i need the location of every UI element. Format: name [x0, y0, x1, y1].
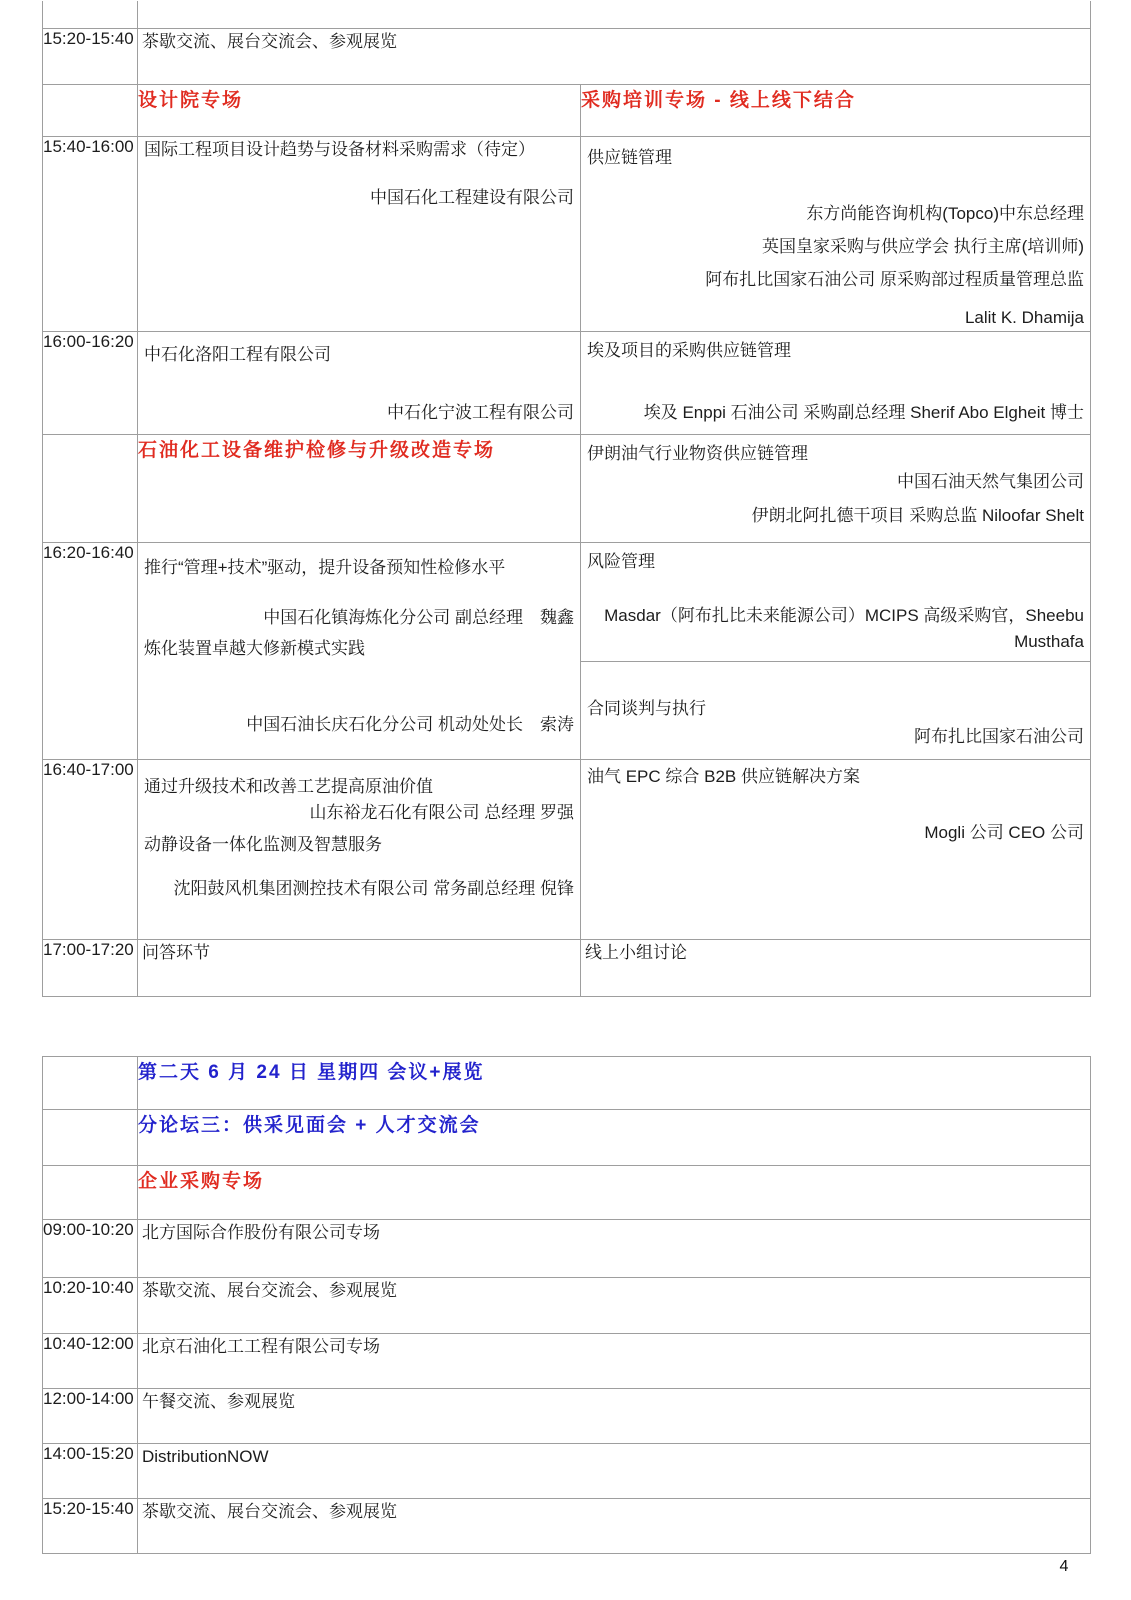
session-title: 油气 EPC 综合 B2B 供应链解决方案 [587, 767, 860, 786]
track-header-maintenance: 石油化工设备维护检修与升级改造专场 [138, 440, 496, 461]
table-row [43, 1220, 1091, 1278]
session-cell [138, 1389, 1091, 1444]
session-speaker: 阿布扎比国家石油公司 原采购部过程质量管理总监 [705, 270, 1084, 289]
time-cell: 15:20-15:40 [43, 29, 138, 85]
session-title: 茶歇交流、展台交流会、参观展览 [142, 1281, 397, 1300]
table-row [43, 1, 1091, 29]
time-cell: 16:20-16:40 [43, 543, 138, 760]
table-row [43, 1166, 1091, 1220]
track-header-procurement-training: 采购培训专场 - 线上线下结合 [581, 90, 856, 111]
time-cell: 09:00-10:20 [43, 1220, 138, 1278]
session-cell [581, 332, 1091, 435]
session-speaker: 东方尚能咨询机构(Topco)中东总经理 [806, 204, 1084, 223]
session-title: 北京石油化工工程有限公司专场 [142, 1337, 380, 1356]
table-row [43, 1057, 1091, 1110]
session-title: 炼化装置卓越大修新模式实践 [144, 639, 365, 658]
session-speaker: 沈阳鼓风机集团测控技术有限公司 常务副总经理 倪锋 [173, 879, 574, 898]
time-cell: 14:00-15:20 [43, 1444, 138, 1499]
session-speaker: Masdar（阿布扎比未来能源公司）MCIPS 高级采购官，Sheebu Musthafa [604, 606, 1084, 651]
session-speaker: 中石化宁波工程有限公司 [387, 403, 574, 422]
session-cell [138, 940, 581, 997]
table-row [43, 760, 1091, 940]
session-speaker: 埃及 Enppi 石油公司 采购副总经理 Sherif Abo Elgheit 博士 [643, 403, 1084, 422]
time-cell: 10:20-10:40 [43, 1278, 138, 1334]
table-row [43, 940, 1091, 997]
session-title: 推行“管理+技术”驱动，提升设备预知性检修水平 [144, 558, 506, 577]
session-cell [138, 543, 581, 760]
day2-header: 第二天 6 月 24 日 星期四 会议+展览 [138, 1062, 485, 1083]
session-speaker: 山东裕龙石化有限公司 总经理 罗强 [309, 803, 574, 822]
session-speaker: 中国石油天然气集团公司 [897, 472, 1084, 491]
session-cell [581, 543, 1091, 662]
session-speaker: Lalit K. Dhamija [964, 308, 1084, 327]
session-title: 中石化洛阳工程有限公司 [144, 345, 331, 364]
session-title: 动静设备一体化监测及智慧服务 [144, 835, 382, 854]
table-row [43, 332, 1091, 435]
time-cell: 15:20-15:40 [43, 1499, 138, 1554]
session-cell [581, 940, 1091, 997]
table-row [43, 1334, 1091, 1389]
track-header-enterprise-cell [138, 1166, 1091, 1220]
table-row [43, 1444, 1091, 1499]
time-cell: 10:40-12:00 [43, 1334, 138, 1389]
time-cell [43, 85, 138, 137]
table-row [43, 1499, 1091, 1554]
session-cell [581, 760, 1091, 940]
session-speaker: 中国石化工程建设有限公司 [370, 188, 574, 207]
table-row [43, 85, 1091, 137]
time-cell: 16:00-16:20 [43, 332, 138, 435]
session-title: 合同谈判与执行 [587, 699, 706, 718]
session-title: 北方国际合作股份有限公司专场 [142, 1223, 380, 1242]
table-row [43, 1278, 1091, 1334]
track-header-enterprise-procurement: 企业采购专场 [138, 1171, 265, 1192]
track-header-maintenance-cell [138, 435, 581, 543]
session-cell [138, 137, 581, 332]
session-title: 线上小组讨论 [585, 943, 687, 962]
time-cell [43, 1166, 138, 1220]
time-cell [43, 1110, 138, 1166]
page-number: 4 [1059, 1558, 1069, 1575]
session-cell [138, 1278, 1091, 1334]
session-cell [138, 1499, 1091, 1554]
table-row [43, 1389, 1091, 1444]
time-cell [43, 435, 138, 543]
session-title: 问答环节 [142, 943, 210, 962]
forum-header-cell [138, 1110, 1091, 1166]
table-row [43, 543, 1091, 662]
session-speaker: 中国石油长庆石化分公司 机动处处长 索涛 [246, 715, 574, 734]
time-cell: 16:40-17:00 [43, 760, 138, 940]
session-title: 茶歇交流、展台交流会、参观展览 [142, 1502, 397, 1521]
empty-cell [138, 1, 1091, 29]
session-cell [138, 1334, 1091, 1389]
session-title: 风险管理 [587, 552, 655, 571]
time-cell: 15:40-16:00 [43, 137, 138, 332]
session-title: 茶歇交流、展台交流会、参观展览 [142, 32, 397, 51]
session-title: 供应链管理 [587, 148, 672, 167]
track-header-left-cell [138, 85, 581, 137]
session-title: 午餐交流、参观展览 [142, 1392, 295, 1411]
table-row [43, 29, 1091, 85]
session-title: 国际工程项目设计趋势与设备材料采购需求（待定） [144, 140, 535, 159]
time-cell: 12:00-14:00 [43, 1389, 138, 1444]
track-header-design-institute: 设计院专场 [138, 90, 244, 111]
session-speaker: 伊朗北阿扎德干项目 采购总监 Niloofar Shelt [751, 506, 1084, 525]
table-row [43, 137, 1091, 332]
session-speaker: Mogli 公司 CEO 公司 [924, 823, 1084, 842]
session-speaker: 阿布扎比国家石油公司 [914, 727, 1084, 746]
time-cell [43, 1, 138, 29]
agenda-table-day2 [42, 1056, 1091, 1554]
session-title: DistributionNOW [142, 1447, 269, 1466]
session-title: 通过升级技术和改善工艺提高原油价值 [144, 777, 433, 796]
table-row [43, 1110, 1091, 1166]
day-header-cell [138, 1057, 1091, 1110]
session-cell [581, 435, 1091, 543]
session-cell [138, 1444, 1091, 1499]
session-speaker: 中国石化镇海炼化分公司 副总经理 魏鑫 [263, 608, 574, 627]
session-title: 埃及项目的采购供应链管理 [587, 341, 791, 360]
session-cell [581, 137, 1091, 332]
table-row [43, 435, 1091, 543]
agenda-table-day1 [42, 1, 1091, 997]
track-header-right-cell [581, 85, 1091, 137]
session-speaker: 英国皇家采购与供应学会 执行主席(培训师) [761, 237, 1084, 256]
session-cell [138, 29, 1091, 85]
session-cell [138, 760, 581, 940]
forum3-header: 分论坛三：供采见面会 + 人才交流会 [138, 1115, 481, 1136]
session-cell [138, 1220, 1091, 1278]
session-cell [581, 662, 1091, 760]
time-cell: 17:00-17:20 [43, 940, 138, 997]
session-title: 伊朗油气行业物资供应链管理 [587, 444, 808, 463]
time-cell [43, 1057, 138, 1110]
session-cell [138, 332, 581, 435]
